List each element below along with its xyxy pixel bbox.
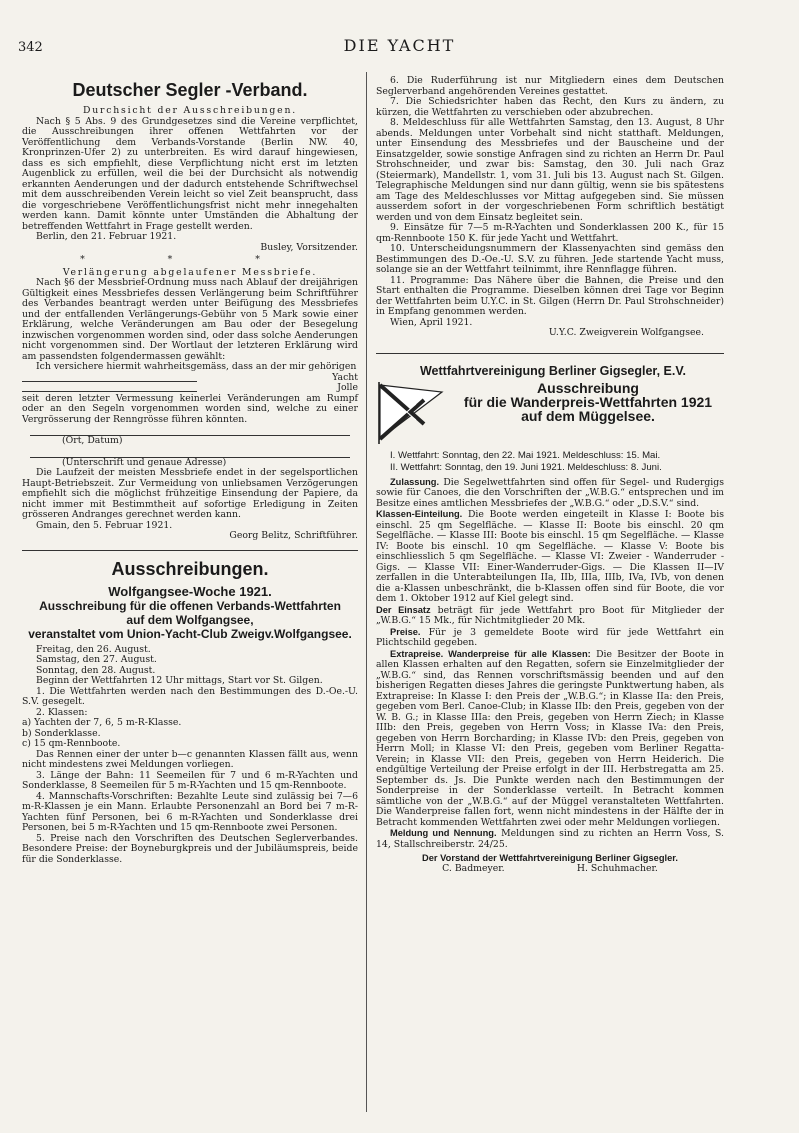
form-yacht-label: Yacht xyxy=(332,371,358,383)
event-date-1: Freitag, den 26. August. xyxy=(36,643,151,655)
form-blank-line xyxy=(22,383,197,392)
class-b: b) Sonderklasse. xyxy=(22,727,101,739)
rule-item-10: 10. Unterscheidungsnummern der Klassenyachten sind gemäss den Bestimmungen des D.-Oe.-U. S.V. zu führen. Jede startende Yacht muss, solange sie an der Wettfahrt teilnimmt, ihre Rennflagge führen. xyxy=(376,243,724,275)
rule-item-4: 4. Mannschafts-Vorschriften: Bezahlte Leute sind zulässig bei 7—6 m-R-Klassen je ein Mann. Erlaubte Personenzahl an Bord bei 7 m-R-Yachten fünf Personen, bei 6 m-R-Yachten und Sonderklasse drei Personen, bei 5 m-R-Yachten und 15 qm-Rennboote zwei Personen. xyxy=(22,790,358,833)
club-burgee-icon xyxy=(376,382,444,444)
section-rule xyxy=(376,353,724,354)
rule-item-6: 6. Die Ruderführung ist nur Mitgliedern eines dem Deutschen Seglerverband angehörenden Vereines gestattet. xyxy=(376,75,724,97)
gig-klassen: Klassen-Einteilung. Die Boote werden eingeteilt in Klasse I: Boote bis einschl. 25 qm Segelfläche. — Klasse II: Boote bis einschl. 20 qm Segelfläche. — Klasse III: Boote bis einschl. 15 qm Segelfläche. — Klasse IV: Boote bis einschl. 10 qm Segelfläche. — Klasse V: Boote bis einschliesslich 5 qm Segelfläche. — Klasse VI: Zweier - Wanderruder - Gigs. — Klasse VII: Einer-Wanderruder-Gigs. — Die Klassen II—IV zerfallen in die Unterabteilungen IIa, IIb, IIIa, IIIb, IVa, IVb, von denen die a-Klassen unbeschränkt, die b-Klassen offen sind für Boote, die vor dem 1. Oktober 1912 auf Kiel gelegt sind. xyxy=(376,509,724,604)
form-unterschrift-label: (Unterschrift und genaue Adresse) xyxy=(62,456,227,468)
dsv-date-2: Gmain, den 5. Februar 1921. xyxy=(36,519,173,531)
event-subtitle-2: auf dem Wolfgangsee, xyxy=(126,612,254,627)
gig-meldung: Meldung und Nennung. Meldungen sind zu richten an Herrn Voss, S. 14, Stallschreiberstr. 24/25. xyxy=(376,828,724,850)
race-1-schedule: I. Wettfahrt: Sonntag, den 22. Mai 1921. Meldeschluss: 15. Mai. xyxy=(390,449,661,461)
form-ort-label: (Ort, Datum) xyxy=(62,435,123,446)
form-jolle-label: Jolle xyxy=(337,382,358,393)
event-subtitle-3: veranstaltet vom Union-Yacht-Club Zweigv.Wolfgangsee. xyxy=(28,626,352,641)
event-date-2: Samstag, den 27. August. xyxy=(36,654,157,665)
wien-date: Wien, April 1921. xyxy=(390,316,473,328)
event-title: Wolfgangsee-Woche 1921. xyxy=(108,583,272,599)
uyc-signature: U.Y.C. Zweigverein Wolfgangsee. xyxy=(548,327,704,338)
gig-title: Wettfahrtvereinigung Berliner Gigsegler, E.V. xyxy=(419,363,687,378)
form-blank-line xyxy=(22,373,197,382)
rule-item-2: 2. Klassen: xyxy=(36,706,88,718)
dsv-date-1: Berlin, den 21. Februar 1921. xyxy=(36,231,177,242)
class-note: Das Rennen einer der unter b—c genannten Klassen fällt aus, wenn nicht mindestens zwei Meldungen vorliegen. xyxy=(22,748,358,770)
gig-title-4: auf dem Müggelsee. xyxy=(521,407,655,424)
event-date-3: Sonntag, den 28. August. xyxy=(36,664,156,676)
gig-header xyxy=(376,364,724,444)
right-column xyxy=(376,76,724,874)
class-c: c) 15 qm-Rennboote. xyxy=(22,738,121,749)
dsv-paragraph-3: Ich versichere hiermit wahrheitsgemäss, dass an der mir gehörigen xyxy=(36,361,357,372)
form-blank-line xyxy=(30,447,350,458)
gig-extrapreise: Extrapreise. Wanderpreise für alle Klassen: Die Besitzer der Boote in allen Klassen erhalten auf den Regatten, sofern sie Einzelmitglieder der „W.B.G.“ sind, das Rennen vorschriftsmässig beenden und auf den bisherigen Regatten dieses Jahres die geringste Punktwertung haben, als Extrapreise: In Klasse I: den Preis der „W.B.G.“; in Klasse IIa: den Preis, gegeben vom Berl. Canoe-Club; in Klasse IIb: den Preis, gegeben von der W. B. G.; in Klasse IIIa: den Preis, gegeben von Herrn Ziech; in Klasse IIIb: den Preis, gegeben von Herrn Voss; in Klasse IVa: den Preis, gegeben von Herrn Borcharding; in Klasse IVb: den Preis, gegeben von Herrn Moll; in Klasse VI: den Preis, gegeben vom Berliner Regatta-Verein; in Klasse VII: den Preis, gegeben von Herrn Heiderich. Die endgültige Verteilung der Preise erfolgt in der III. Herbstregatta am 25. September ds. Js. Die Punkte werden nach den Bestimmungen der Sonderpreise in der Sonderklasse verteilt. In Betracht kommen sämtliche von der „W.B.G.“ auf der Müggel veranstalteten Wettfahrten. Die Wanderpreise fallen fort, wenn nicht mindestens in der Hälfte der in Betracht kommenden Wettfahrten zwei oder mehr Meldungen vorliegen. xyxy=(376,648,724,828)
left-column xyxy=(22,76,358,865)
form-jolle-row xyxy=(22,383,358,394)
rule-item-3: 3. Länge der Bahn: 11 Seemeilen für 7 und 6 m-R-Yachten und Sonderklasse, 8 Seemeilen für 5 m-R-Yachten und 15 qm-Rennboote. xyxy=(22,769,358,791)
gig-title-2: Ausschreibung xyxy=(537,379,639,396)
gig-title-3: für die Wanderpreis-Wettfahrten 1921 xyxy=(463,393,713,410)
dsv-paragraph-1: Nach § 5 Abs. 9 des Grundgesetzes sind die Vereine verpflichtet, die Ausschreibungen ihrer offenen Wettfahrten vor der Veröffentlichung dem Verbands-Vorstande (Berlin NW. 40, Kronprinzen-Ufer 2) zu unterbreiten. Es wird darauf hingewiesen, dass es sich empfiehlt, diese Verpflichtung nicht erst im letzten Augenblick zu erfüllen, weil die bei der Durchsicht als notwendig erkannten Aenderungen und der dadurch entstehende Schriftwechsel mit dem ausschreibenden Verein leicht so viel Zeit beansprucht, dass die vorgeschriebene Veröffentlichungsfrist nicht mehr innegehalten werden kann. Damit könnte unter Umständen die Abhaltung der betreffenden Wettfahrt in Frage gestellt werden. xyxy=(22,115,358,232)
gig-einsatz: Der Einsatz beträgt für jede Wettfahrt pro Boot für Mitglieder der „W.B.G.“ 15 Mk., für Nichtmitglieder 20 Mk. xyxy=(376,604,724,626)
class-a: a) Yachten der 7, 6, 5 m-R-Klasse. xyxy=(22,717,182,728)
running-head: DIE YACHT xyxy=(343,36,456,55)
gig-board: Der Vorstand der Wettfahrtvereinigung Berliner Gigsegler. xyxy=(422,853,678,863)
gig-preise: Preise. Für je 3 gemeldete Boote wird für jede Wettfahrt ein Plichtschild gegeben. xyxy=(376,626,724,648)
dsv-subheading-2: Verlängerung abgelaufener Messbriefe. xyxy=(62,266,318,278)
race-2-schedule: II. Wettfahrt: Sonntag, den 19. Juni 1921. Meldeschluss: 8. Juni. xyxy=(390,461,662,473)
gig-zulassung: Zulassung. Die Segelwettfahrten sind offen für Segel- und Rudergigs sowie für Canoes, die den Vorschriften der „W.B.G.“ entsprechen und im Besitze eines amtlichen Messbriefes der „W.B.G.“ oder „D.S.V.“ sind. xyxy=(376,476,724,509)
dsv-heading: Deutscher Segler -Verband. xyxy=(72,80,308,100)
rule-item-7: 7. Die Schiedsrichter haben das Recht, den Kurs zu ändern, zu kürzen, die Wettfahrten zu verschieben oder abzubrechen. xyxy=(376,96,724,118)
dsv-signature-1: Busley, Vorsitzender. xyxy=(260,241,358,253)
event-subtitle-1: Ausschreibung für die offenen Verbands-Wettfahrten xyxy=(39,598,341,613)
dsv-signature-2: Georg Belitz, Schriftführer. xyxy=(229,530,358,541)
dsv-paragraph-5: Die Laufzeit der meisten Messbriefe endet in der segelsportlichen Haupt-Betriebszeit. Zur Vermeidung von unliebsamen Verzögerungen empfiehlt sich die möglichst frühzeitige Einsendung der Papiere, da nicht immer mit Bestimmtheit auf sofortige Erledigung in Zeiten grösseren Andranges gerechnet werden kann. xyxy=(22,467,358,520)
signature-schuhmacher: H. Schuhmacher. xyxy=(576,862,658,874)
rule-item-9: 9. Einsätze für 7—5 m-R-Yachten und Sonderklassen 200 K., für 15 qm-Rennboote 150 K. für jede Yacht und Wettfahrt. xyxy=(376,222,724,244)
dsv-subheading-1: Durchsicht der Ausschreibungen. xyxy=(82,105,298,116)
rule-item-5: 5. Preise nach den Vorschriften des Deutschen Seglerverbandes. Besondere Preise: der Boyneburgkpreis und der Jubiläumspreis, beide für die Sonderklasse. xyxy=(22,832,358,865)
page-number: 342 xyxy=(18,40,43,55)
dsv-paragraph-4: seit deren letzter Vermessung keinerlei Veränderungen am Rumpf oder an den Segeln vorgenommen worden sind, welche zu einer Vergrösserung der Renngrösse führen könnten. xyxy=(22,392,358,425)
ausschreibungen-heading: Ausschreibungen. xyxy=(111,558,269,579)
gig-signatures xyxy=(376,864,724,875)
event-start: Beginn der Wettfahrten 12 Uhr mittags, Start vor St. Gilgen. xyxy=(36,675,323,686)
rule-item-8: 8. Meldeschluss für alle Wettfahrten Samstag, den 13. August, 8 Uhr abends. Meldungen unter Vorbehalt sind nicht statthaft. Meldungen, unter Einsendung des Messbriefes und der Bauscheine und der Einsatzgelder, sowie sonstige Anfragen sind zu richten an Herrn Dr. Paul Strohschneider, und zwar bis: Samstag, den 30. Juli nach Graz (Steiermark), Mandellstr. 1, vom 31. Juli bis 13. August nach St. Gilgen. Telegraphische Meldungen sind nur dann gültig, wenn sie bis spätestens am Tage des Meldeschlusses vor Mittag aufgegeben sind. Sie müssen ausserdem sofort in der vorgeschriebenen Form schriftlich bestätigt werden und von dem Einsatz begleitet sein. xyxy=(376,117,724,223)
section-rule xyxy=(22,550,358,551)
rule-item-1: 1. Die Wettfahrten werden nach den Bestimmungen des D.-Oe.-U. S.V. gesegelt. xyxy=(22,685,358,707)
dsv-paragraph-2: Nach §6 der Messbrief-Ordnung muss nach Ablauf der dreijährigen Gültigkeit eines Messbriefes dessen Verlängerung beim Schriftführer des Verbandes beantragt werden unter Beifügung des Messbriefes und der entfallenden Verlängerungs-Gebühr von 5 Mark sowie einer Erklärung, welche Veränderungen am Bau oder der Besegelung inzwischen vorgenommen worden sind, oder dass solche Aenderungen nicht vorgenommen sind. Der Wortlaut der letzteren Erklärung wird am passendsten folgendermassen gewählt: xyxy=(22,277,358,362)
rule-item-11: 11. Programme: Das Nähere über die Bahnen, die Preise und den Start enthalten die Programme. Dieselben können drei Tage vor Beginn der Wettfahrten beim U.Y.C. in St. Gilgen (Herrn Dr. Paul Strohschneider) in Empfang genommen werden. xyxy=(376,274,724,317)
signature-badmeyer: C. Badmeyer. xyxy=(442,862,505,874)
section-stars: * * * xyxy=(80,254,300,265)
form-yacht-row xyxy=(22,373,358,384)
column-divider xyxy=(366,72,367,1112)
gig-titles xyxy=(419,363,724,424)
